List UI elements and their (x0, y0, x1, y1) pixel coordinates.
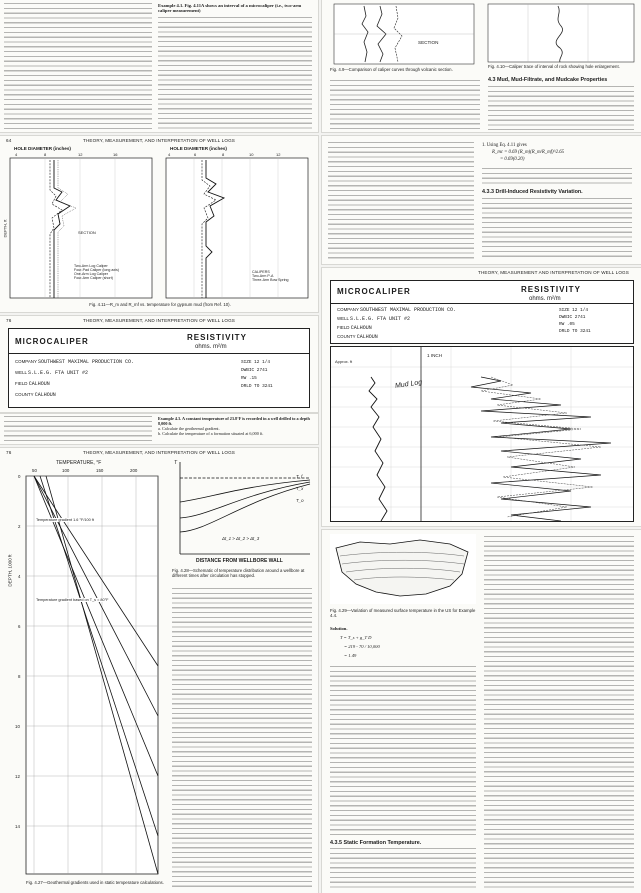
page-number: 76 (6, 450, 12, 455)
scale-title: RESISTIVITY (187, 333, 247, 342)
log-specs: SIZE 12 1/4 DWBIC 2741 RW .05 DRLD TO 3241 (559, 308, 591, 334)
example-title: Example 4.1. Fig. 4.11A shows an interval of a microcaliper (i.e., two-arm caliper measurement) (158, 3, 312, 14)
list-item: b. Calculate the temperature of a formation situated at 6,000 ft. (158, 431, 264, 436)
tick-label: 4 (168, 152, 171, 157)
formula-block (330, 624, 476, 660)
caliper-trace-figure (488, 4, 634, 62)
formula-line: 1. Using Eq. 4.11 gives (482, 143, 527, 148)
legend-entry: Two-Arm Log Caliper (74, 264, 108, 268)
log-track (330, 346, 634, 522)
legend-entry: Two-Arm P-A (252, 274, 274, 278)
text-column (330, 80, 480, 130)
tick-label: 0 (18, 474, 21, 479)
field-county: COUNTY CALHOUN (15, 392, 56, 398)
page-tile (0, 448, 318, 893)
tick-label: 4 (18, 574, 21, 579)
text-column-right (158, 3, 312, 129)
formula-line: = 219 - 70 / 10,000 (344, 644, 380, 649)
running-title: THEORY, MEASUREMENT, AND INTERPRETATION OF WELL LOGS (82, 318, 236, 323)
solution-label: Solution. (330, 626, 348, 631)
legend (252, 270, 308, 282)
page-number: 76 (6, 318, 12, 323)
axis-label: T (174, 460, 178, 466)
tick-label: 16 (113, 152, 118, 157)
curve-label: T_f (296, 474, 303, 479)
curve-label: T_x (296, 486, 304, 491)
field-field: FIELD CALHOUN (15, 381, 50, 387)
formula-line: = 0.69(0.20) (500, 157, 525, 162)
text-column (328, 142, 474, 260)
legend-entry: Four-Arm Caliper (short) (74, 276, 113, 280)
text-column (330, 848, 476, 890)
field-county: COUNTY CALHOUN (337, 334, 378, 340)
figure-caption: Fig. 4.28—Schematic of temperature distribution around a wellbore at different times after circulation has stopped. (172, 568, 305, 579)
running-title: THEORY, MEASUREMENT, AND INTERPRETATION OF WELL LOGS (82, 138, 236, 143)
axis-title: TEMPERATURE, °F (56, 460, 102, 466)
text-column (4, 416, 152, 442)
section-label: SECTION (78, 230, 96, 235)
scale-note: Approx. ft (335, 359, 353, 364)
tick-label: 6 (18, 624, 21, 629)
curve-label: Δt_1 > Δt_2 > Δt_3 (222, 536, 260, 541)
axis-title: DISTANCE FROM WELLBORE WALL (196, 558, 283, 564)
scale-units: ohms. m²/m (195, 344, 227, 350)
formula-block (482, 142, 632, 163)
page-tile (322, 268, 641, 526)
tick-label: 12 (78, 152, 83, 157)
log-name: MICROCALIPER (337, 287, 411, 296)
curve-label: 1 INCH (427, 353, 443, 358)
section-heading: 4.3 Mud, Mud-Filtrate, and Mudcake Properties (488, 77, 608, 83)
text-column-left (4, 3, 152, 129)
page-tile (0, 414, 318, 444)
tick-label: 150 (96, 468, 104, 473)
text-column (488, 86, 634, 130)
field-field: FIELD CALHOUN (337, 325, 372, 331)
section-heading: 4.3.3 Drill-Induced Resistivity Variation. (482, 189, 583, 195)
page-tile (322, 0, 641, 132)
axis-label: DEPTH, ft (2, 219, 8, 238)
page-tile (0, 316, 318, 412)
legend-entry: One-Arm Log Caliper (74, 272, 108, 276)
text-column (484, 536, 634, 890)
field-well: WELL S.L.E.G. FTA UNIT #2 (15, 370, 89, 376)
caliper-comparison-figure (334, 4, 474, 64)
text-column (330, 666, 476, 836)
scale-units: ohms. m²/m (529, 296, 561, 302)
field-well: WELL S.L.E.G. FTA UNIT #2 (337, 316, 411, 322)
curve-label: T_o (296, 498, 304, 503)
tick-label: 8 (222, 152, 225, 157)
log-specs: SIZE 12 1/4 DWBIC 2741 RW .15 DRLD TO 3241 (241, 360, 273, 389)
formula-line: R_mc = 0.69 (R_m)(R_m/R_mf)^2.65 (492, 150, 565, 155)
tick-label: 12 (15, 774, 20, 779)
tick-label: 2 (18, 524, 21, 529)
geothermal-gradient-chart (26, 476, 158, 874)
list-item: a. Calculate the geothermal gradient. (158, 426, 220, 431)
field-company: COMPANY SOUTHWEST MAXIMAL PRODUCTION CO. (337, 307, 457, 313)
field-company: COMPANY SOUTHWEST MAXIMAL PRODUCTION CO. (15, 359, 135, 365)
tick-label: 8 (44, 152, 47, 157)
figure-caption: Fig. 4.9—Comparison of caliper curves through volcanic section. (330, 67, 453, 72)
figure-section-label: SECTION (418, 40, 439, 45)
figure-caption: Fig. 4.27—Geothermal gradients used in static temperature calculations. (26, 880, 164, 885)
tick-label: 12 (276, 152, 281, 157)
legend-entry: Four-Pad Caliper (long axis) (74, 268, 119, 272)
line-annotation: Temperature gradient 1.6 °F/100 ft (36, 518, 94, 522)
figure-caption: Fig. 4.11—R_m and R_mf vs. temperature for gypsum mud (from Ref. 10). (89, 302, 231, 307)
page-number: 64 (6, 138, 12, 143)
example-title: Example 4.3. A constant temperature of 23.8°F is recorded in a well drilled to a depth 8,000 ft. (158, 416, 310, 426)
resistivity-log-curves (331, 347, 633, 521)
formula-line: = 1.49 (344, 653, 357, 658)
figure-caption: Fig. 4.29—Variation of measured surface temperature in the US for Example 4.4. (330, 608, 476, 619)
example-block (158, 416, 312, 436)
running-title: THEORY, MEASUREMENT, AND INTERPRETATION OF WELL LOGS (82, 450, 236, 455)
page-tile (0, 0, 318, 132)
log-name: MICROCALIPER (15, 337, 89, 346)
line-annotation: Temperature gradient based on T_s = 80°F (36, 598, 109, 602)
legend (74, 264, 150, 280)
tick-label: 10 (249, 152, 254, 157)
mud-log-annotation: Mud Log (394, 379, 423, 390)
section-heading: 4.3.5 Static Formation Temperature. (330, 840, 422, 846)
running-title: THEORY, MEASUREMENT AND INTERPRETATION OF WELL LOGS (477, 270, 629, 275)
tick-label: 4 (15, 152, 18, 157)
tick-label: 10 (15, 724, 20, 729)
legend-entry: CALIPERS (252, 270, 270, 274)
legend-entry: Three-Arm Bow Spring (252, 278, 289, 282)
tick-label: 6 (194, 152, 197, 157)
tick-label: 100 (62, 468, 70, 473)
tick-label: 14 (15, 824, 20, 829)
tick-label: 200 (130, 468, 138, 473)
formula-line: T = T_s + g_T D (340, 635, 372, 640)
scale-title: RESISTIVITY (521, 285, 581, 294)
graph-title: HOLE DIAMETER (inches) (14, 146, 71, 151)
tick-label: 8 (18, 674, 21, 679)
page-tile (322, 136, 641, 264)
surface-temperature-map (330, 534, 476, 604)
text-column (482, 198, 632, 260)
text-column (172, 588, 312, 888)
graph-title: HOLE DIAMETER (inches) (170, 146, 227, 151)
tick-label: 50 (32, 468, 37, 473)
log-header (8, 328, 310, 408)
page-tile (322, 530, 641, 893)
page-tile (0, 136, 318, 312)
axis-title: DEPTH, 1000 ft (7, 554, 13, 587)
text-column (482, 168, 632, 186)
figure-caption: Fig. 4.10—Caliper trace of interval of rock showing hole enlargement. (488, 64, 620, 69)
log-header (330, 280, 634, 344)
radial-temperature-schematic (170, 462, 310, 562)
